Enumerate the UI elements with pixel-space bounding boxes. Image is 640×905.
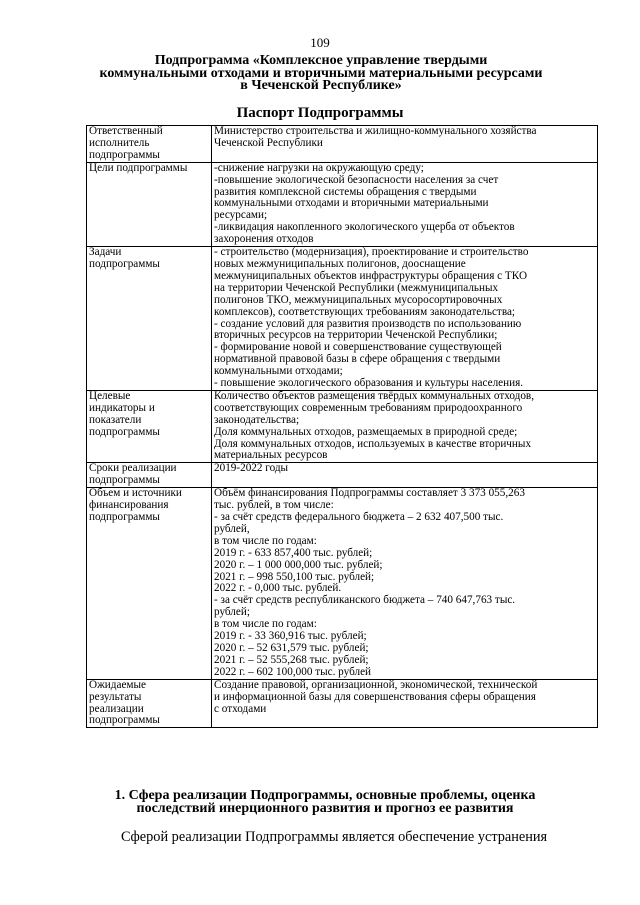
value-line: -повышение экологической безопасности населения за счет <box>214 173 499 186</box>
label-line: Ожидаемые <box>89 678 146 691</box>
label-line: Ответственный <box>89 125 163 137</box>
value-line: -снижение нагрузки на окружающую среду; <box>214 161 424 174</box>
passport-row-label <box>87 488 212 680</box>
section-heading-line: последствий инерционного развития и прогноз ее развития <box>136 800 514 816</box>
value-line: 2019-2022 годы <box>214 462 289 475</box>
passport-row <box>87 126 598 163</box>
value-line: захоронения отходов <box>214 233 314 246</box>
label-line: реализации <box>89 702 144 715</box>
passport-row-value <box>212 488 598 680</box>
value-line: Объём финансирования Подпрограммы составляет 3 373 055,263 <box>214 487 525 500</box>
label-line: финансирования <box>89 499 169 512</box>
value-line: развития комплексной системы обращения с твердыми <box>214 185 477 198</box>
label-line: Сроки реализации <box>89 462 177 475</box>
value-line: новых межмуниципальных полигонов, дооснащение <box>214 257 466 270</box>
label-line: Цели подпрограммы <box>89 161 188 174</box>
value-line: - за счёт средств федерального бюджета – 2 632 407,500 тыс. <box>214 511 504 523</box>
value-line: - за счёт средств республиканского бюджета – 740 647,763 тыс. <box>214 594 516 607</box>
title-line: в Чеченской Республике» <box>240 78 402 93</box>
value-line: комплексов), соответствующих требованиям законодательства; <box>214 305 516 318</box>
passport-row <box>87 679 598 728</box>
value-line: нормативной правовой базы в сфере обращения с твердыми <box>214 353 501 366</box>
value-line: на территории Чеченской Республики (межмуниципальных <box>214 281 499 294</box>
value-line: тыс. рублей, в том числе: <box>214 499 334 512</box>
value-line: 2022 г. – 602 100,000 тыс. рублей <box>214 665 372 678</box>
label-line: показатели <box>89 413 142 426</box>
value-line: Чеченской Республики <box>214 136 323 149</box>
value-line: полигонов ТКО, межмуниципальных мусоросортировочных <box>214 293 503 306</box>
label-line: подпрограммы <box>89 257 160 270</box>
label-line: индикаторы и <box>89 401 155 414</box>
value-line: коммунальными отходами; <box>214 365 343 378</box>
passport-row-label <box>87 463 212 488</box>
value-line: рублей; <box>214 606 250 619</box>
value-line: в том числе по годам: <box>214 534 317 547</box>
label-line: исполнитель <box>89 136 150 149</box>
passport-row-value <box>212 390 598 462</box>
value-line: 2019 г. - 633 857,400 тыс. рублей; <box>214 546 373 559</box>
section-paragraph: Сферой реализации Подпрограммы является обеспечение устранения <box>121 829 548 845</box>
passport-row-label <box>87 679 212 728</box>
value-line: Количество объектов размещения твёрдых коммунальных отходов, <box>214 389 535 402</box>
value-line: соответствующих современным требованиям природоохранного <box>214 401 523 414</box>
passport-row <box>87 247 598 391</box>
passport-row <box>87 463 598 488</box>
section-heading <box>100 790 550 815</box>
value-line: вторичных ресурсов на территории Чеченской Республики; <box>214 329 498 342</box>
title-line: коммунальными отходами и вторичными материальными ресурсами <box>99 65 543 81</box>
value-line: Доля коммунальных отходов, используемых в качестве вторичных <box>214 437 532 450</box>
label-line: результаты <box>89 690 142 703</box>
label-line: Задачи <box>89 246 122 259</box>
label-line: подпрограммы <box>89 148 160 161</box>
label-line: Целевые <box>89 389 131 402</box>
passport-row-label <box>87 390 212 462</box>
passport-row <box>87 162 598 246</box>
passport-row-label <box>87 247 212 391</box>
value-line: 2022 г. - 0,000 тыс. рублей. <box>214 582 342 595</box>
passport-row-value <box>212 126 598 163</box>
value-line: - формирование новой и совершенствование существующей <box>214 341 502 354</box>
page-number: 109 <box>310 35 330 50</box>
label-line: Объем и источники <box>89 487 182 500</box>
value-line: - создание условий для развития производств по использованию <box>214 317 522 330</box>
value-line: - строительство (модернизация), проектирование и строительство <box>214 246 529 259</box>
passport-row-value <box>212 162 598 246</box>
value-line: материальных ресурсов <box>214 449 328 462</box>
value-line: - повышение экологического образования и культуры населения. <box>214 377 524 390</box>
label-line: подпрограммы <box>89 474 160 487</box>
value-line: -ликвидация накопленного экологического ущерба от объектов <box>214 221 515 234</box>
value-line: межмуниципальных объектов инфраструктуры обращения с ТКО <box>214 269 528 282</box>
passport-row <box>87 488 598 680</box>
value-line: ресурсами; <box>214 209 268 222</box>
label-line: подпрограммы <box>89 425 160 438</box>
value-line: Министерство строительства и жилищно-коммунального хозяйства <box>214 125 537 137</box>
label-line: подпрограммы <box>89 511 160 523</box>
value-line: с отходами <box>214 702 267 715</box>
passport-row-label <box>87 162 212 246</box>
label-line: подпрограммы <box>89 714 160 727</box>
section-heading-line: 1. Сфера реализации Подпрограммы, основные проблемы, оценка <box>114 788 536 803</box>
value-line: 2019 г. - 33 360,916 тыс. рублей; <box>214 630 367 643</box>
value-line: коммунальными отходами и вторичными материальными <box>214 197 489 210</box>
passport-row <box>87 390 598 462</box>
value-line: и информационной базы для совершенствования сферы обращения <box>214 690 536 703</box>
title-line: Подпрограмма «Комплексное управление твердыми <box>154 53 488 68</box>
value-line: рублей, <box>214 522 250 535</box>
value-line: Доля коммунальных отходов, размещаемых в природной среде; <box>214 425 518 438</box>
document-title <box>78 55 564 93</box>
value-line: законодательства; <box>214 413 300 426</box>
value-line: 2020 г. – 1 000 000,000 тыс. рублей; <box>214 558 383 571</box>
value-line: Создание правовой, организационной, экономической, технической <box>214 678 538 691</box>
passport-row-value <box>212 247 598 391</box>
value-line: 2021 г. – 998 550,100 тыс. рублей; <box>214 570 375 583</box>
passport-row-value <box>212 679 598 728</box>
value-line: 2020 г. – 52 631,579 тыс. рублей; <box>214 641 369 654</box>
value-line: 2021 г. – 52 555,268 тыс. рублей; <box>214 653 369 666</box>
passport-row-value <box>212 463 598 488</box>
passport-row-label <box>87 126 212 163</box>
passport-heading: Паспорт Подпрограммы <box>236 105 404 121</box>
passport-table <box>86 125 598 728</box>
value-line: в том числе по годам: <box>214 618 317 631</box>
